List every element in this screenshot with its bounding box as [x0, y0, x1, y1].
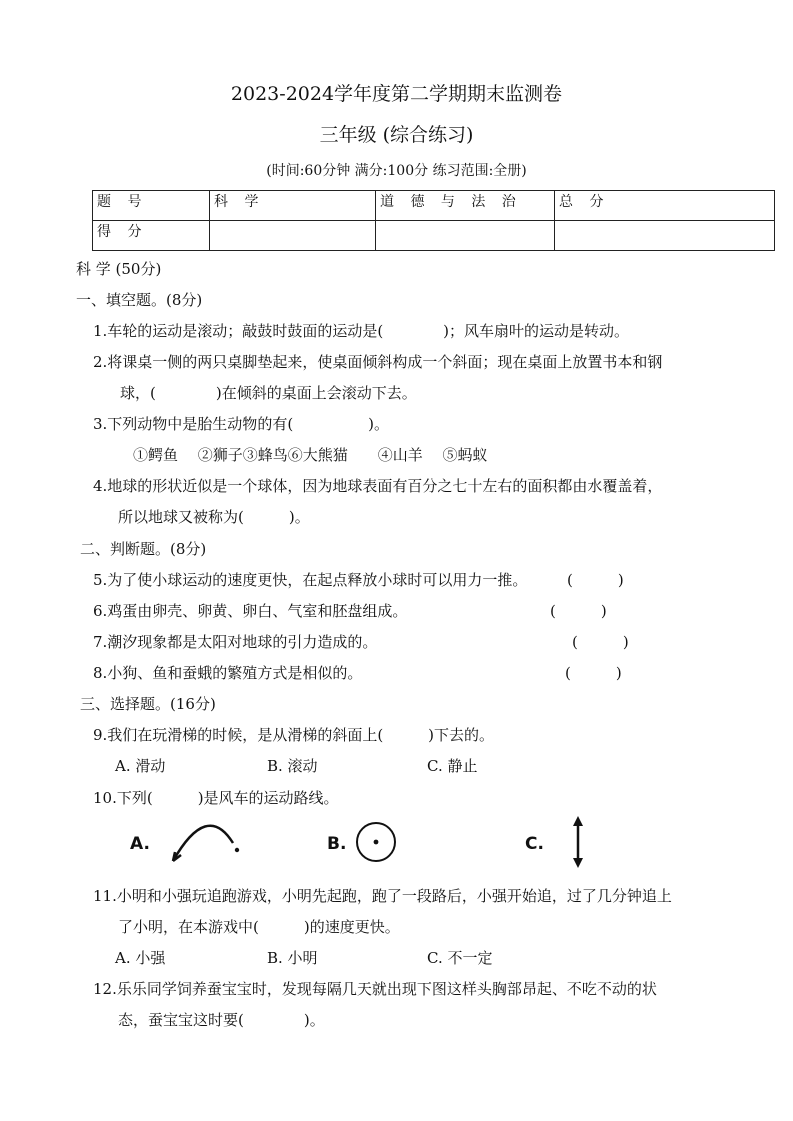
score-table-header-cell: 科 学 [210, 191, 376, 221]
score-table-header-cell: 总 分 [555, 191, 775, 221]
option-c[interactable]: C. 不一定 [427, 949, 493, 967]
question-2-line-2: 球，( )在倾斜的桌面上会滚动下去。 [120, 384, 417, 402]
question-3: 3.下列动物中是胎生动物的有( )。 [93, 415, 390, 433]
section-1-title: 一、填空题。(8分) [76, 291, 203, 309]
figure-option-b-label[interactable]: B. [327, 834, 347, 854]
arc-path-icon [165, 815, 245, 867]
exam-info: (时间:60分钟 满分:100分 练习范围:全册) [266, 163, 527, 179]
option-c[interactable]: C. 静止 [427, 757, 478, 775]
total-score-cell[interactable] [555, 221, 775, 251]
option-b[interactable]: B. 小明 [267, 949, 318, 967]
question-12-line-1: 12.乐乐同学饲养蚕宝宝时，发现每隔几天就出现下图这样头胸部昂起、不吃不动的状 [93, 980, 657, 998]
answer-paren[interactable]: ( ) [550, 602, 607, 620]
question-12-line-2: 态，蚕宝宝这时要( )。 [118, 1011, 325, 1029]
section-3-title: 三、选择题。(16分) [80, 695, 216, 713]
question-7: 7.潮汐现象都是太阳对地球的引力造成的。 [93, 633, 378, 651]
question-11-line-1: 11.小明和小强玩追跑游戏，小明先起跑，跑了一段路后，小强开始追，过了几分钟追上 [93, 887, 672, 905]
question-1: 1.车轮的运动是滚动；敲鼓时鼓面的运动是( )；风车扇叶的运动是转动。 [93, 322, 630, 340]
question-4-line-2: 所以地球又被称为( )。 [118, 508, 310, 526]
option-a[interactable]: A. 滑动 [115, 757, 166, 775]
question-11-line-2: 了小明，在本游戏中( )的速度更快。 [118, 918, 400, 936]
page-subtitle: 三年级 (综合练习) [319, 124, 474, 146]
question-8: 8.小狗、鱼和蚕蛾的繁殖方式是相似的。 [93, 664, 363, 682]
answer-paren[interactable]: ( ) [565, 664, 622, 682]
figure-option-c-label[interactable]: C. [525, 834, 544, 854]
question-5: 5.为了使小球运动的速度更快，在起点释放小球时可以用力一推。 [93, 571, 528, 589]
question-6: 6.鸡蛋由卵壳、卵黄、卵白、气室和胚盘组成。 [93, 602, 408, 620]
answer-paren[interactable]: ( ) [572, 633, 629, 651]
page-title: 2023-2024学年度第二学期期末监测卷 [230, 83, 563, 105]
option-a[interactable]: A. 小强 [115, 949, 166, 967]
question-3-options: ①鳄鱼 ②狮子③蜂鸟⑥大熊猫 ④山羊 ⑤蚂蚁 [133, 446, 488, 464]
score-table-score-row [93, 221, 775, 251]
up-down-arrow-icon [568, 814, 588, 870]
option-b[interactable]: B. 滚动 [267, 757, 318, 775]
figure-option-a-label[interactable]: A. [130, 834, 150, 854]
question-10: 10.下列( )是风车的运动路线。 [93, 789, 339, 807]
score-table-header-cell: 道 德 与 法 治 [376, 191, 555, 221]
score-table-header-row [93, 191, 775, 221]
score-row-label: 得 分 [93, 221, 210, 251]
score-table-header-cell: 题 号 [93, 191, 210, 221]
section-2-title: 二、判断题。(8分) [80, 540, 207, 558]
morality-score-cell[interactable] [376, 221, 555, 251]
question-9: 9.我们在玩滑梯的时候，是从滑梯的斜面上( )下去的。 [93, 726, 495, 744]
question-2-line-1: 2.将课桌一侧的两只桌脚垫起来，使桌面倾斜构成一个斜面；现在桌面上放置书本和钢 [93, 353, 663, 371]
science-heading: 科 学 (50分) [76, 260, 162, 278]
score-table [92, 190, 775, 251]
question-4-line-1: 4.地球的形状近似是一个球体，因为地球表面有百分之七十左右的面积都由水覆盖着， [93, 477, 663, 495]
answer-paren[interactable]: ( ) [567, 571, 624, 589]
circular-path-icon [353, 819, 399, 865]
science-score-cell[interactable] [210, 221, 376, 251]
